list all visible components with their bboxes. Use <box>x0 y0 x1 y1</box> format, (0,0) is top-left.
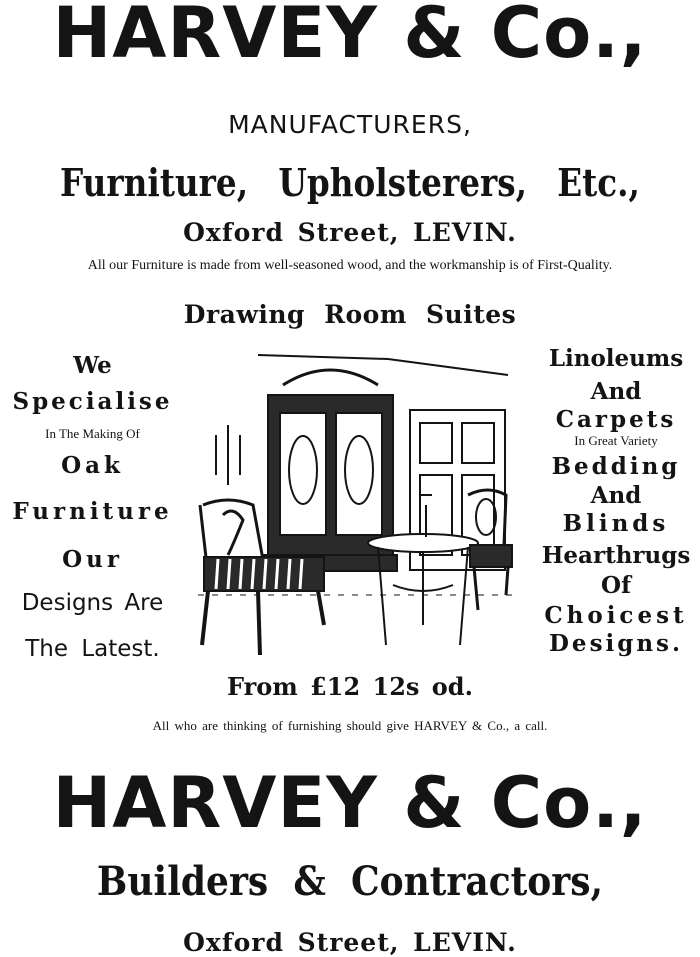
right-text-blinds: Blinds <box>562 510 670 537</box>
subtitle-manufacturers: MANUFACTURERS, <box>228 110 472 139</box>
call-to-action: All who are thinking of furnishing should give HARVEY & Co., a call. <box>152 718 548 733</box>
price-line: From £12 12s od. <box>227 672 473 701</box>
right-text-linoleums: Linoleums <box>548 345 684 372</box>
drawing-room-illustration <box>188 345 533 665</box>
builders-heading: Builders & Contractors, <box>96 858 604 905</box>
left-text-oak: Oak <box>61 452 124 479</box>
left-text-our: Our <box>62 546 123 573</box>
right-text-choicest: Choicest <box>544 602 688 629</box>
right-text-of: Of <box>601 572 631 599</box>
right-text-carpets: Carpets <box>555 406 677 433</box>
feature-heading: Drawing Room Suites <box>183 300 517 329</box>
right-text-hearthrugs: Hearthrugs <box>541 542 691 569</box>
left-text-specialise: Specialise <box>12 388 173 415</box>
left-text-we: We <box>73 352 112 379</box>
footer-address-line: Oxford Street, LEVIN. <box>183 928 517 957</box>
right-text-and-2: And <box>590 482 642 509</box>
left-text-making-of: In The Making Of <box>45 426 140 441</box>
quality-note: All our Furniture is made from well-seasoned wood, and the workmanship is of First-Quality. <box>87 258 613 273</box>
address-line: Oxford Street, LEVIN. <box>183 218 517 247</box>
right-text-designs: Designs. <box>548 630 684 657</box>
left-text-the-latest: The Latest. <box>25 636 160 662</box>
firm-name-footer: HARVEY & Co., <box>52 762 648 844</box>
right-text-bedding: Bedding <box>551 453 681 480</box>
firm-name-heading: HARVEY & Co., <box>52 0 648 74</box>
right-text-and-1: And <box>590 378 642 405</box>
trades-heading: Furniture, Upholsterers, Etc., <box>60 160 640 205</box>
right-text-great-variety: In Great Variety <box>574 433 658 448</box>
left-text-designs-are: Designs Are <box>21 590 164 616</box>
left-text-furniture: Furniture <box>12 498 173 525</box>
